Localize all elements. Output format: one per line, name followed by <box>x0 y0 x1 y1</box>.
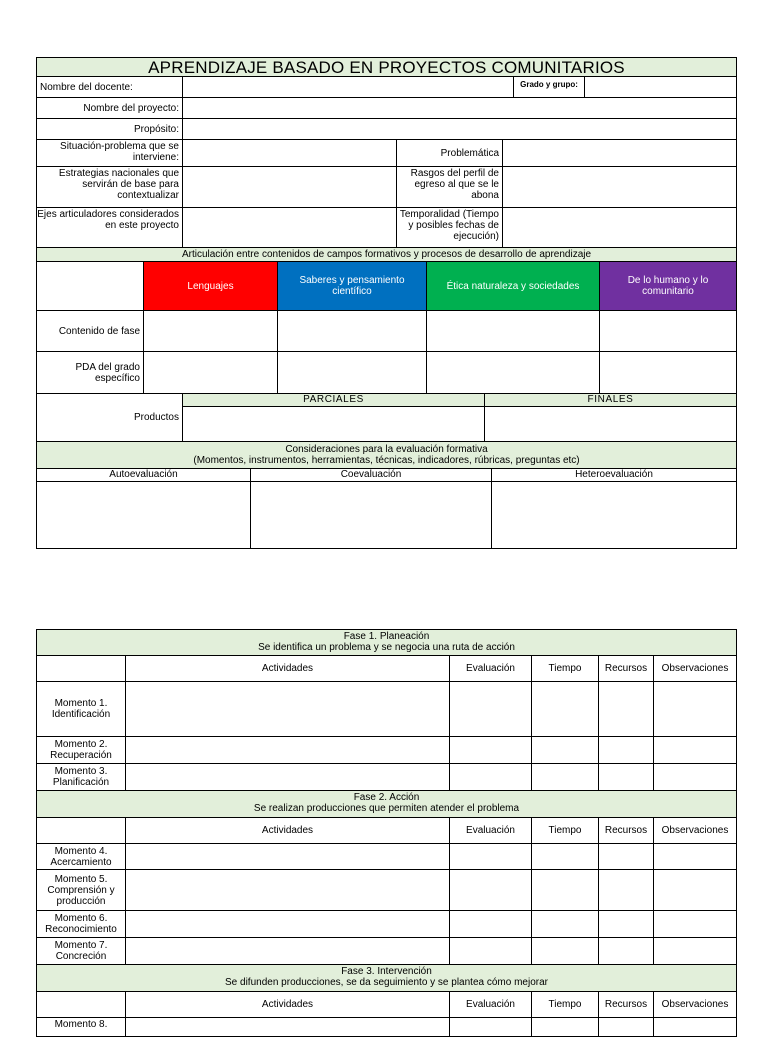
momento-1-tiempo[interactable] <box>531 681 599 737</box>
momento-2-recursos[interactable] <box>598 736 654 764</box>
momento-5-recursos[interactable] <box>598 869 654 911</box>
momento-6-actividades[interactable] <box>125 910 450 938</box>
temporalidad-field[interactable] <box>502 207 737 248</box>
col-actividades: Actividades <box>125 991 450 1018</box>
col-evaluacion: Evaluación <box>449 991 532 1018</box>
rasgos-field[interactable] <box>502 166 737 208</box>
momento-5-observaciones[interactable] <box>653 869 737 911</box>
momento-7-recursos[interactable] <box>598 937 654 965</box>
label-problematica: Problemática <box>396 139 503 167</box>
contenido-saberes[interactable] <box>277 310 427 352</box>
proposito-field[interactable] <box>182 118 737 140</box>
contenido-lenguajes[interactable] <box>143 310 278 352</box>
momento-1-observaciones[interactable] <box>653 681 737 737</box>
campos-corner <box>36 261 144 311</box>
coevaluacion-header: Coevaluación <box>250 468 492 482</box>
momento-1-actividades[interactable] <box>125 681 450 737</box>
fases-table <box>36 629 737 1030</box>
fase-1-header <box>36 629 737 656</box>
momento-2-observaciones[interactable] <box>653 736 737 764</box>
campo-humano: De lo humano y lo comunitario <box>599 261 737 311</box>
fase-3-header <box>36 964 737 992</box>
label-temporalidad: Temporalidad (Tiempo y posibles fechas de ejecución) <box>396 207 503 248</box>
momento-6-tiempo[interactable] <box>531 910 599 938</box>
autoevaluacion-field[interactable] <box>36 481 251 549</box>
momento-8-label: Momento 8. <box>36 1017 126 1037</box>
momento-2-evaluacion[interactable] <box>449 736 532 764</box>
momento-3-evaluacion[interactable] <box>449 763 532 791</box>
momento-6-evaluacion[interactable] <box>449 910 532 938</box>
problematica-field[interactable] <box>502 139 737 167</box>
label-proposito: Propósito: <box>36 118 183 140</box>
campo-lenguajes: Lenguajes <box>143 261 278 311</box>
pda-etica[interactable] <box>426 351 600 394</box>
col-recursos: Recursos <box>598 655 654 682</box>
momento-3-observaciones[interactable] <box>653 763 737 791</box>
consideraciones-header <box>36 441 737 469</box>
momento-3-recursos[interactable] <box>598 763 654 791</box>
autoevaluacion-header: Autoevaluación <box>36 468 251 482</box>
contenido-etica[interactable] <box>426 310 600 352</box>
momento-5-evaluacion[interactable] <box>449 869 532 911</box>
label-situacion: Situación-problema que se interviene: <box>36 139 183 167</box>
momento-8-tiempo[interactable] <box>531 1017 599 1037</box>
col-tiempo: Tiempo <box>531 817 599 844</box>
label-rasgos: Rasgos del perfil de egreso al que se le abona <box>396 166 503 208</box>
momento-8-evaluacion[interactable] <box>449 1017 532 1037</box>
momento-1-evaluacion[interactable] <box>449 681 532 737</box>
fase-2-header <box>36 790 737 818</box>
document-title: APRENDIZAJE BASADO EN PROYECTOS COMUNITARIOS <box>36 57 737 77</box>
contenido-humano[interactable] <box>599 310 737 352</box>
articulacion-header: Articulación entre contenidos de campos formativos y procesos de desarrollo de aprendizaje <box>36 247 737 262</box>
col-recursos: Recursos <box>598 817 654 844</box>
fase-2-title: Fase 2. Acción <box>353 792 420 803</box>
col-recursos: Recursos <box>598 991 654 1018</box>
consideraciones-line-2: (Momentos, instrumentos, herramientas, técnicas, indicadores, rúbricas, preguntas etc) <box>193 455 580 466</box>
label-estrategias: Estrategias nacionales que servirán de base para contextualizar <box>36 166 183 208</box>
label-proyecto: Nombre del proyecto: <box>36 97 183 119</box>
momento-7-evaluacion[interactable] <box>449 937 532 965</box>
fase-3-subtitle: Se difunden producciones, se da seguimiento y se plantea cómo mejorar <box>225 977 548 988</box>
campo-saberes: Saberes y pensamiento científico <box>277 261 427 311</box>
campo-etica: Ética naturaleza y sociedades <box>426 261 600 311</box>
finales-header: FINALES <box>484 393 737 407</box>
grado-field[interactable] <box>584 76 737 98</box>
fase-3-title: Fase 3. Intervención <box>341 966 432 977</box>
momento-5-actividades[interactable] <box>125 869 450 911</box>
coevaluacion-field[interactable] <box>250 481 492 549</box>
momento-4-observaciones[interactable] <box>653 843 737 870</box>
col-actividades: Actividades <box>125 655 450 682</box>
col-evaluacion: Evaluación <box>449 817 532 844</box>
momento-1-label: Momento 1. Identificación <box>36 681 126 737</box>
momento-6-recursos[interactable] <box>598 910 654 938</box>
consideraciones-line-1: Consideraciones para la evaluación formativa <box>285 444 488 455</box>
momento-3-actividades[interactable] <box>125 763 450 791</box>
momento-7-label: Momento 7. Concreción <box>36 937 126 965</box>
col-evaluacion: Evaluación <box>449 655 532 682</box>
momento-8-recursos[interactable] <box>598 1017 654 1037</box>
fase-1-subtitle: Se identifica un problema y se negocia una ruta de acción <box>258 642 515 653</box>
fase-2-col-corner <box>36 817 126 844</box>
fase-1-title: Fase 1. Planeación <box>343 631 430 642</box>
label-productos: Productos <box>36 393 183 442</box>
situacion-field[interactable] <box>182 139 397 167</box>
pda-lenguajes[interactable] <box>143 351 278 394</box>
label-grado: Grado y grupo: <box>513 76 585 98</box>
momento-2-actividades[interactable] <box>125 736 450 764</box>
fase-3-col-corner <box>36 991 126 1018</box>
col-tiempo: Tiempo <box>531 991 599 1018</box>
heteroevaluacion-field[interactable] <box>491 481 737 549</box>
col-observaciones: Observaciones <box>653 655 737 682</box>
momento-4-tiempo[interactable] <box>531 843 599 870</box>
momento-8-actividades[interactable] <box>125 1017 450 1037</box>
label-ejes: Ejes articuladores considerados en este proyecto <box>36 207 183 248</box>
fase-2-subtitle: Se realizan producciones que permiten atender el problema <box>253 803 520 814</box>
label-docente: Nombre del docente: <box>36 76 183 98</box>
parciales-field[interactable] <box>182 406 485 442</box>
fase-1-col-corner <box>36 655 126 682</box>
momento-5-tiempo[interactable] <box>531 869 599 911</box>
momento-6-observaciones[interactable] <box>653 910 737 938</box>
docente-field[interactable] <box>182 76 514 98</box>
momento-4-label: Momento 4. Acercamiento <box>36 843 126 870</box>
momento-7-observaciones[interactable] <box>653 937 737 965</box>
label-pda: PDA del grado específico <box>36 351 144 394</box>
pda-humano[interactable] <box>599 351 737 394</box>
parciales-header: PARCIALES <box>182 393 485 407</box>
heteroevaluacion-header: Heteroevaluación <box>491 468 737 482</box>
momento-4-actividades[interactable] <box>125 843 450 870</box>
momento-3-tiempo[interactable] <box>531 763 599 791</box>
momento-5-label: Momento 5. Comprensión y producción <box>36 869 126 911</box>
momento-7-actividades[interactable] <box>125 937 450 965</box>
momento-3-label: Momento 3. Planificación <box>36 763 126 791</box>
proyecto-field[interactable] <box>182 97 737 119</box>
pda-saberes[interactable] <box>277 351 427 394</box>
finales-field[interactable] <box>484 406 737 442</box>
col-tiempo: Tiempo <box>531 655 599 682</box>
momento-1-recursos[interactable] <box>598 681 654 737</box>
momento-7-tiempo[interactable] <box>531 937 599 965</box>
project-planning-form <box>36 57 737 549</box>
momento-6-label: Momento 6. Reconocimiento <box>36 910 126 938</box>
col-observaciones: Observaciones <box>653 817 737 844</box>
momento-8-observaciones[interactable] <box>653 1017 737 1037</box>
momento-2-tiempo[interactable] <box>531 736 599 764</box>
col-actividades: Actividades <box>125 817 450 844</box>
ejes-field[interactable] <box>182 207 397 248</box>
momento-4-recursos[interactable] <box>598 843 654 870</box>
label-contenido-fase: Contenido de fase <box>36 310 144 352</box>
estrategias-field[interactable] <box>182 166 397 208</box>
momento-4-evaluacion[interactable] <box>449 843 532 870</box>
momento-2-label: Momento 2. Recuperación <box>36 736 126 764</box>
col-observaciones: Observaciones <box>653 991 737 1018</box>
